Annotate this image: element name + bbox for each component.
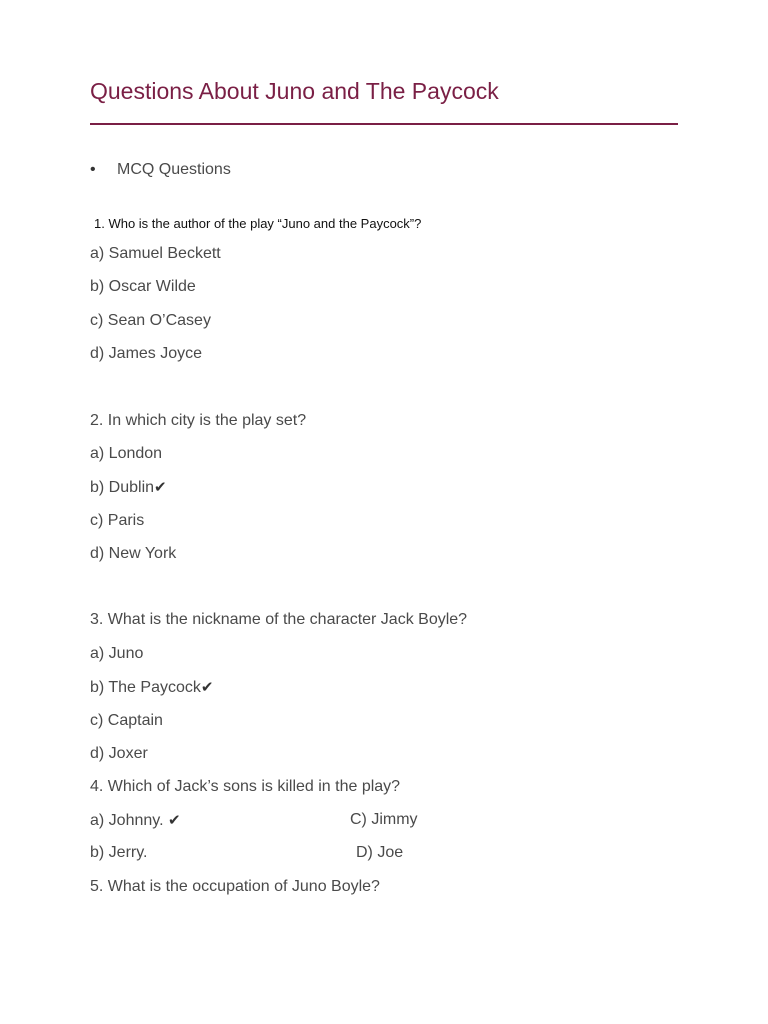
checkmark-icon: ✔ bbox=[200, 679, 214, 696]
q2-option-b-label: b) Dublin bbox=[90, 479, 155, 496]
page-title: Questions About Juno and The Paycock bbox=[90, 78, 499, 104]
q2-option-c: c) Paris bbox=[90, 512, 145, 529]
checkmark-icon: ✔ bbox=[154, 479, 167, 496]
question-4: 4. Which of Jack’s sons is killed in the play? bbox=[90, 778, 401, 795]
q3-option-d: d) Joxer bbox=[90, 745, 148, 762]
bullet-icon: • bbox=[90, 161, 96, 178]
q4-option-d: D) Joe bbox=[356, 844, 404, 861]
question-2: 2. In which city is the play set? bbox=[90, 412, 307, 429]
q3-option-a: a) Juno bbox=[90, 645, 144, 662]
q1-option-a: a) Samuel Beckett bbox=[90, 245, 221, 262]
section-label: MCQ Questions bbox=[117, 161, 231, 178]
q4-option-b: b) Jerry. bbox=[90, 844, 148, 861]
q2-option-b bbox=[90, 478, 167, 497]
q4-option-a bbox=[90, 811, 181, 830]
q4-option-c: C) Jimmy bbox=[350, 811, 418, 828]
q1-option-b: b) Oscar Wilde bbox=[90, 278, 196, 295]
question-3: 3. What is the nickname of the character Jack Boyle? bbox=[90, 611, 468, 628]
q3-option-b bbox=[90, 678, 213, 697]
title-underline bbox=[90, 123, 678, 125]
q4-option-a-label: a) Johnny. bbox=[90, 812, 164, 829]
q1-option-d: d) James Joyce bbox=[90, 345, 203, 362]
question-1: 1. Who is the author of the play “Juno and the Paycock”? bbox=[94, 216, 422, 231]
q2-option-a: a) London bbox=[90, 445, 163, 462]
q1-option-c: c) Sean O’Casey bbox=[90, 312, 211, 329]
q3-option-b-label: b) The Paycock bbox=[90, 679, 201, 696]
q3-option-c: c) Captain bbox=[90, 712, 163, 729]
checkmark-icon: ✔ bbox=[167, 812, 181, 829]
q2-option-d: d) New York bbox=[90, 545, 177, 562]
section-heading bbox=[90, 161, 231, 179]
question-5: 5. What is the occupation of Juno Boyle? bbox=[90, 878, 380, 895]
